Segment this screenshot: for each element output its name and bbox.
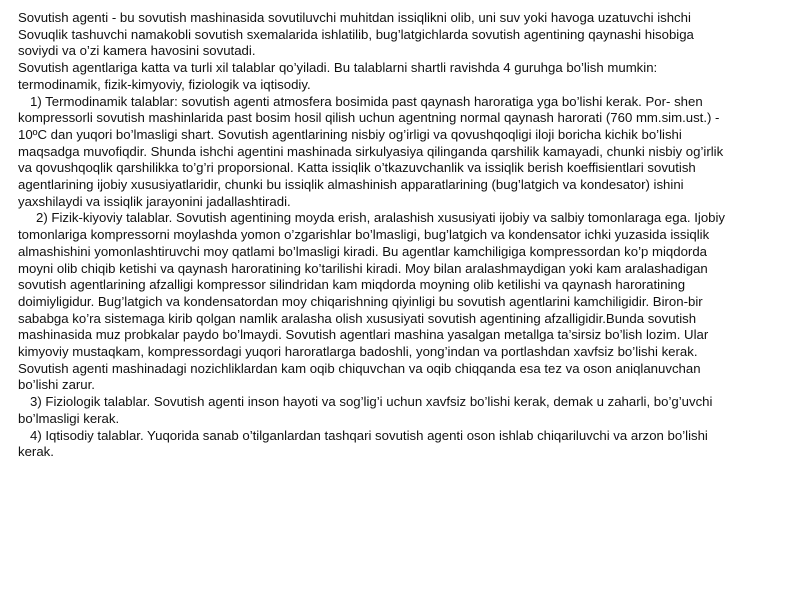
text-line: Sovuqlik tashuvchi namakobli sovutish sxemalarida ishlatilib, bug’latgichlarda sovutish agentining qaynashi hisobiga [18,26,694,42]
text-line: 2) Fizik-kiyoviy talablar. Sovutish agentining moyda erish, aralashish xususiyati ijobiy va salbiy tomonlaraga ega. Ijobiy [36,210,726,226]
text-line: mashinasida muz probkalar paydo bo’lmaydi. Sovutish agentlari mashina yasalgan metallga ta’sirsiz bo’lish lozim. Ular [18,327,709,343]
text-line: 4) Iqtisodiy talablar. Yuqorida sanab o’tilganlardan tashqari sovutish agenti oson ishlab chiqariluvchi va arzon bo’lishi [30,427,708,443]
text-line: tomonlariga kompressorni moylashda yomon o’zgarishlar bo’lmasligi, bug’latgich va kondensator ichki yuzasida issiqlik [18,227,710,243]
text-line: 3) Fiziologik talablar. Sovutish agenti inson hayoti va sog’lig’i uchun xavfsiz bo’lishi kerak, demak u zaharli, bo’g’uvchi [30,394,713,410]
text-line: va qovushqoqlik qarshilikka to’g’ri proporsional. Katta issiqlik o’tkazuvchanlik va issiqlik berish koeffisientlari sovutish [18,160,696,176]
text-line: Sovutish agentlariga katta va turli xil talablar qo’yiladi. Bu talablarni shartli ravishda 4 guruhga bo’lish mumkin: [18,60,658,76]
text-line: Sovutish agenti - bu sovutish mashinasida sovutiluvchi muhitdan issiqlikni olib, uni suv yoki havoga uzatuvchi ishchi [18,10,691,25]
text-line: termodinamik, fizik-kimyoviy, fiziologik va iqtisodiy. [18,76,311,92]
text-line: 10ºC dan yuqori bo’lmasligi shart. Sovutish agentlarining nisbiy og’irligi va qovushqoqligi iloji boricha kichik bo’lishi [18,126,682,142]
text-line: kompressorli sovutish mashinlarida past bosim hosil qilish uchun agentning normal qaynash harorati (760 mm.sim.ust.) - [18,110,720,126]
text-line: maqsadga muvofiqdir. Shunda ishchi agentini mashinada sirkulyasiya qilinganda qarshilik kamayadi, chunki nisbiy og’irlik [18,143,724,159]
text-line: sovutish agentlarining afzalligi kompressor silindridan kam miqdorda moyning olib ketilishi va qaynash haroratining [18,277,686,293]
text-line: yaxshilaydi va issiqlik jarayonini jadallashtiradi. [18,193,291,209]
text-line: bo’lmasligi kerak. [18,410,120,426]
text-line: soviydi va o’zi kamera havosini sovutadi. [18,43,256,59]
text-line: kerak. [18,444,54,460]
text-line: agentlarining ijobiy xususiyatlaridir, chunki bu issiqlik almashinish apparatlarining (bug’latgich va kondesator) ishini [18,177,684,193]
text-line: 1) Termodinamik talablar: sovutish agenti atmosfera bosimida past qaynash haroratiga yga bo’lishi kerak. Por- shen [30,93,703,109]
text-line: doimiyligidur. Bug’latgich va kondensatordan moy chiqarishning qiyinligi bu sovutish agentlarini kamchiligidir. Biron-bir [18,293,703,309]
text-line: bo’lishi zarur. [18,377,95,393]
text-line: moyni olib chiqib ketishi va qaynash haroratining ko’tarilishi kiradi. Moy bilan aralashmaydigan yoki kam aralashadigan [18,260,708,276]
text-line: sababga ko’ra sistemaga kirib qolgan namlik aralasha olish xususiyati sovutish agentining afzalligidir.Bunda sovutish [18,310,697,326]
text-line: Sovutish agenti mashinadagi nozichliklardan kam oqib chiquvchan va oqib chiqqanda esa tez va oson aniqlanuvchan [18,360,701,376]
text-line: kimyoviy mustaqkam, kompressordagi yuqori haroratlarga badoshli, yong’indan va portlashdan xavfsiz bo’lishi kerak. [18,344,698,360]
text-line: almashishini yomonlashtiruvchi moy qatlami bo’lmasligi kiradi. Bu agentlar kamchiligiga kompressordan ko’p miqdorda [18,243,707,259]
